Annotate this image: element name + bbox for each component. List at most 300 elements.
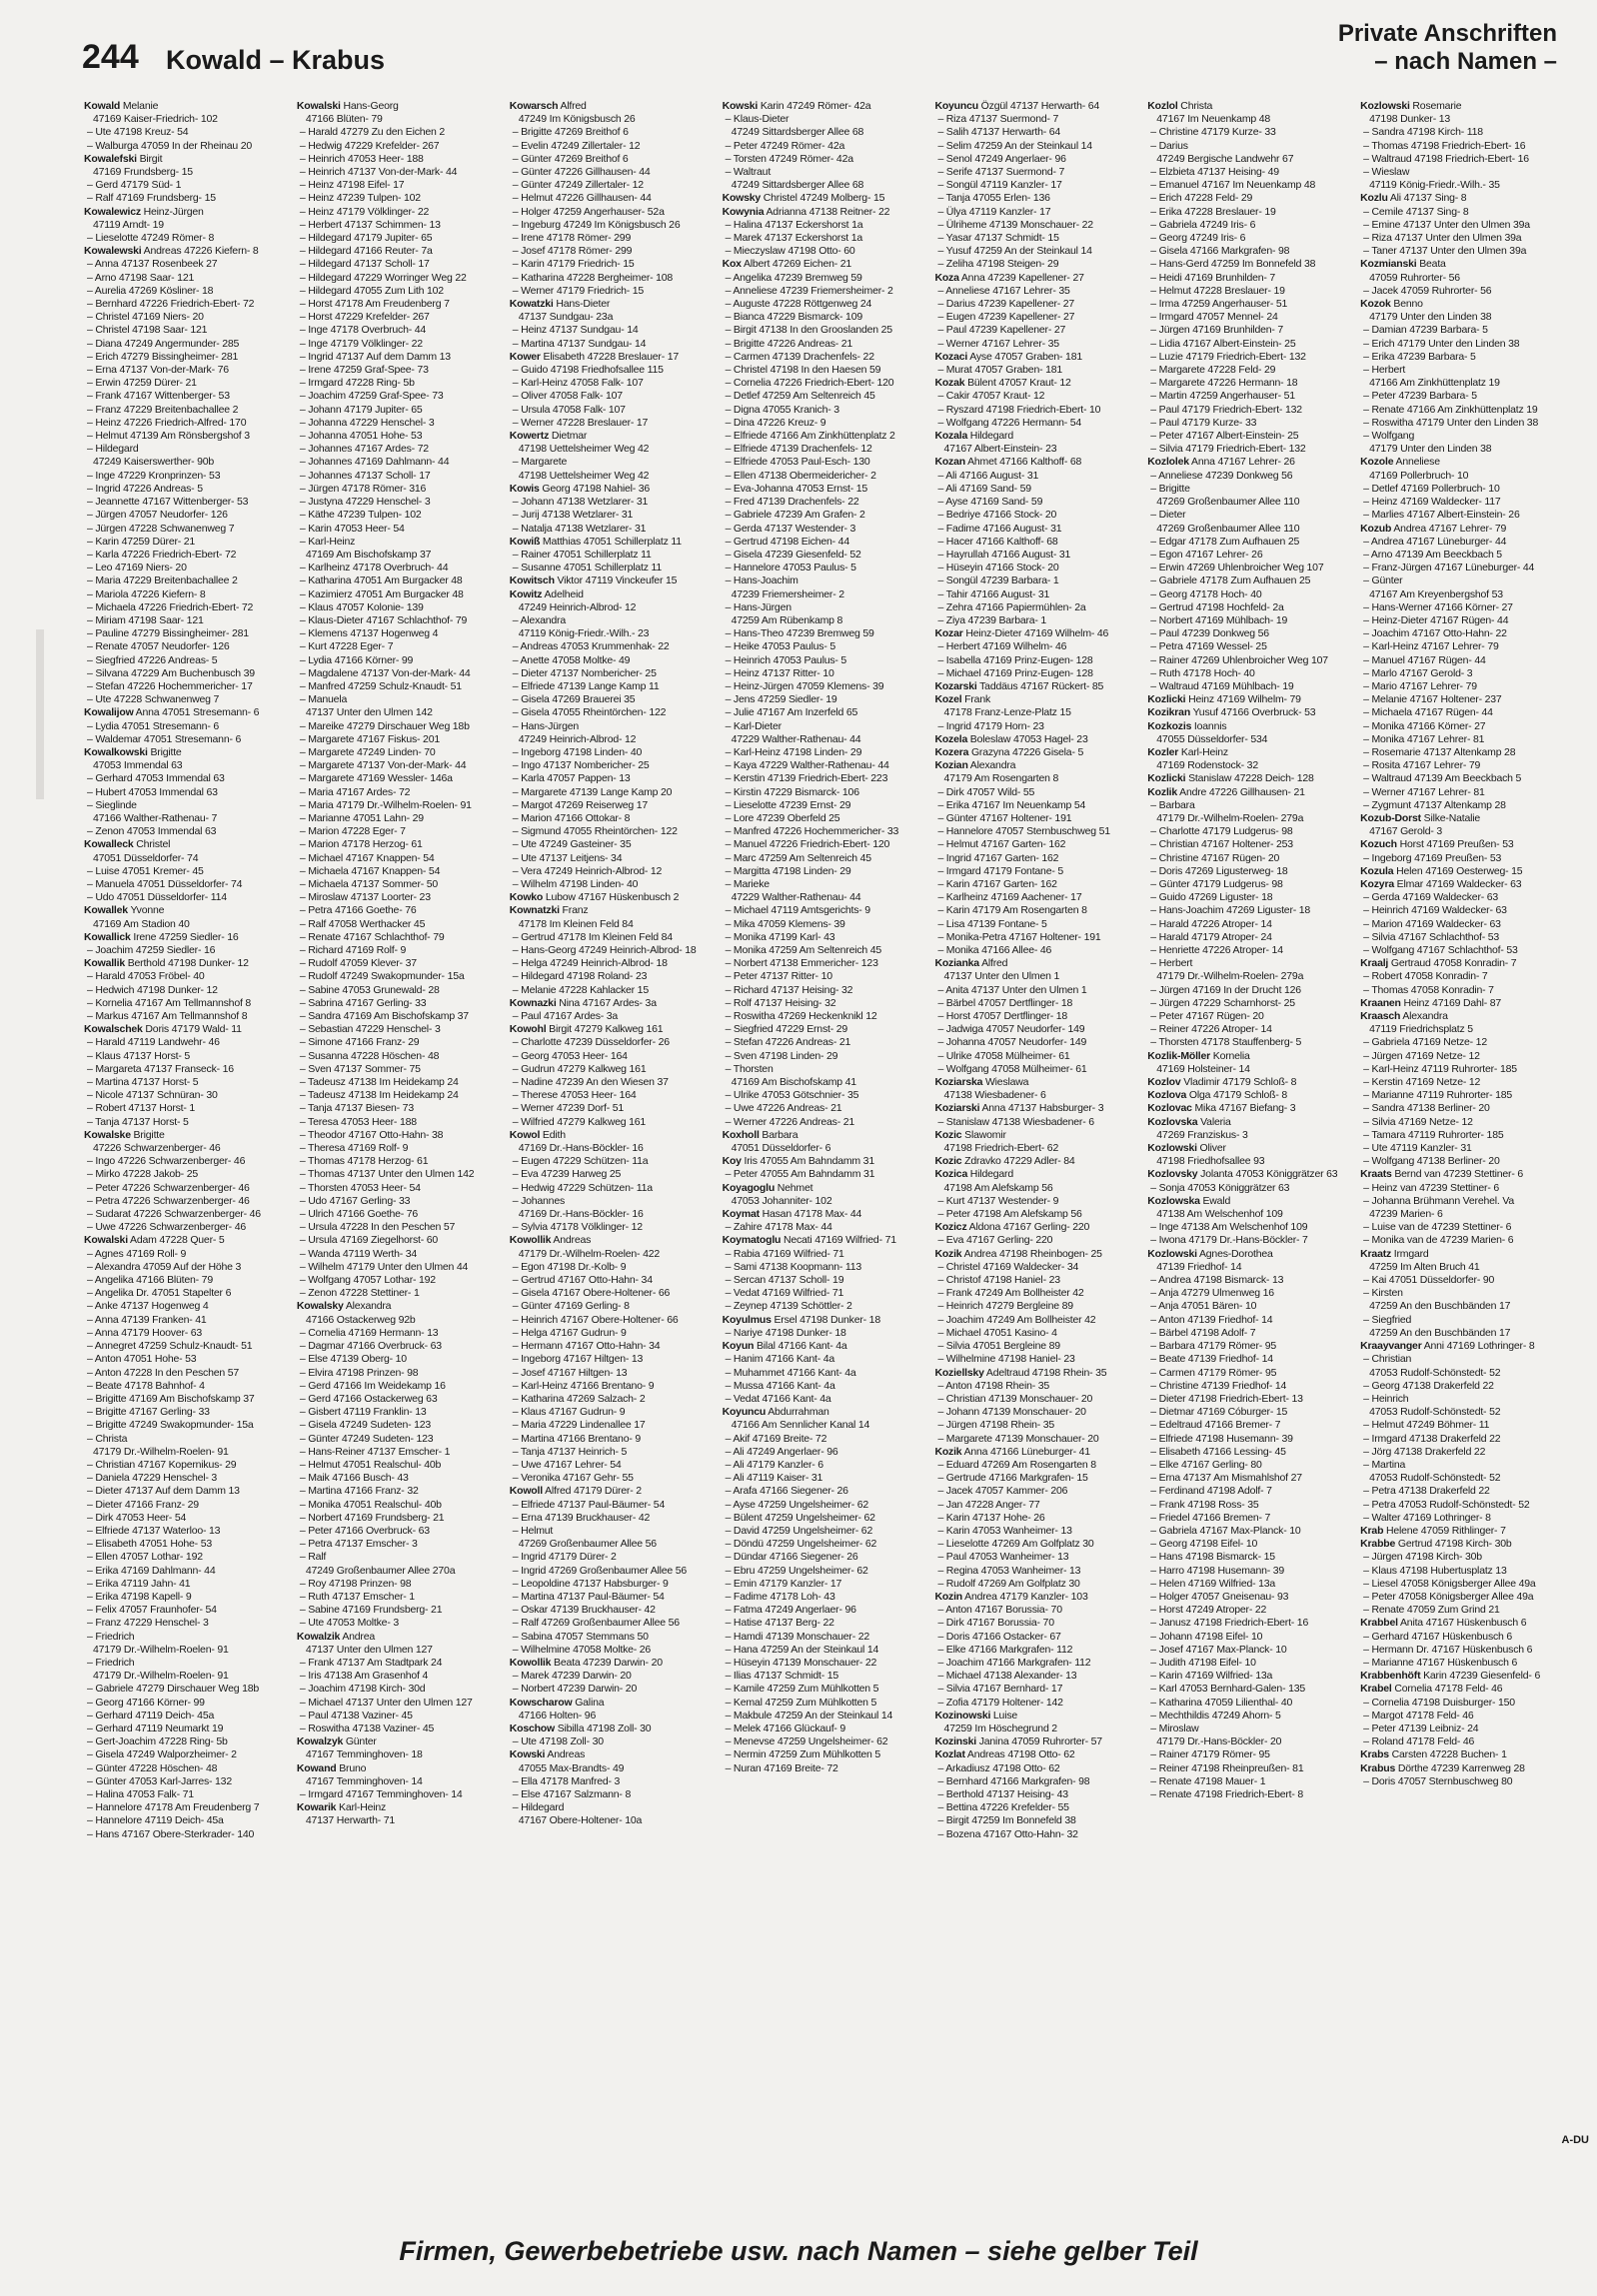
surname: Kozianka <box>934 957 979 970</box>
directory-entry: – Harald 47119 Landwehr- 46 <box>87 1036 220 1049</box>
directory-entry: – Uwe 47226 Schwarzenberger- 46 <box>87 1221 246 1234</box>
directory-entry: – Hedwig 47229 Schützen- 11a <box>512 1181 653 1194</box>
directory-entry: – Ulrike 47058 Mülheimer- 61 <box>937 1049 1070 1062</box>
directory-entry: – Hedwig 47229 Krefelder- 267 <box>299 139 440 152</box>
directory-entry: – Günter <box>1363 574 1403 587</box>
directory-entry: – Jürgen 47229 Scharnhorst- 25 <box>1150 996 1295 1009</box>
directory-entry: – Magdalene 47137 Von-der-Mark- 44 <box>299 666 471 679</box>
directory-entry-address: 47179 Am Rosengarten 8 <box>943 772 1059 785</box>
surname: Kox <box>722 258 742 271</box>
directory-entry: – Gisela 47167 Obere-Holtener- 66 <box>512 1287 671 1300</box>
directory-entry: – Ryszard 47198 Friedrich-Ebert- 10 <box>937 403 1101 416</box>
directory-entry: – Ralf 47169 Frundsberg- 15 <box>87 192 216 205</box>
directory-entry: – Cornelia 47226 Friedrich-Ebert- 120 <box>725 377 894 390</box>
directory-entry: – Martina 47137 Paul-Bäumer- 54 <box>512 1590 665 1603</box>
directory-entry: – Alexandra 47059 Auf der Höhe 3 <box>87 1260 242 1273</box>
directory-entry: – Hannelore 47119 Deich- 45a <box>87 1814 224 1827</box>
directory-entry-surname <box>1147 746 1352 759</box>
directory-entry-surname <box>934 1221 1139 1234</box>
directory-entry-address: 47249 Bergische Landwehr 67 <box>1156 152 1294 165</box>
directory-entry: – Monika van de 47239 Marien- 6 <box>1363 1234 1514 1247</box>
directory-entry: – Ingrid 47226 Andreas- 5 <box>87 482 203 495</box>
directory-entry: – Hubert 47053 Immendal 63 <box>87 785 218 798</box>
directory-entry-address: 47166 Ostackerweg 92b <box>305 1313 416 1326</box>
entry-details: Taddäus 47167 Rückert- 85 <box>976 679 1104 692</box>
directory-entry: – Marion 47169 Waldecker- 63 <box>1363 917 1501 930</box>
directory-entry: – Martina 47137 Sundgau- 14 <box>512 337 647 350</box>
directory-entry-surname <box>934 456 1139 469</box>
surname: Kozlowski <box>1147 1247 1197 1260</box>
directory-entry: – Marianne 47051 Lahn- 29 <box>299 811 424 824</box>
surname: Kowollik <box>509 1656 552 1669</box>
directory-entry-address: 47053 Rudolf-Schönstedt- 52 <box>1369 1366 1501 1379</box>
directory-entry-surname <box>1147 1142 1352 1155</box>
directory-entry: – Cornelia 47169 Hermann- 13 <box>299 1326 439 1339</box>
directory-entry: – Anton 47228 In den Peschen 57 <box>87 1366 240 1379</box>
directory-entry: – Katharina 47269 Salzach- 2 <box>512 1392 646 1405</box>
directory-entry-address: 47169 Am Bischofskamp 37 <box>305 548 432 561</box>
directory-entry-address: 47166 Holten- 96 <box>518 1709 597 1722</box>
surname: Kowertz <box>509 430 550 443</box>
directory-entry: – Herbert 47169 Wilhelm- 46 <box>937 640 1067 653</box>
entry-details: Valeria <box>1197 1115 1231 1128</box>
surname: Kozmianski <box>1360 258 1417 271</box>
entry-details: Bilal 47166 Kant- 4a <box>754 1340 847 1353</box>
directory-entry: – Sylvia 47178 Völklinger- 12 <box>512 1221 643 1234</box>
directory-entry: – Ilias 47137 Schmidt- 15 <box>725 1670 839 1683</box>
directory-entry-address: 47179 Dr.-Wilhelm-Roelen- 91 <box>93 1643 229 1656</box>
directory-entry-address: 47249 Heinrich-Albrod- 12 <box>518 732 637 745</box>
directory-entry: – Marianne 47167 Hüskenbusch 6 <box>1363 1656 1518 1669</box>
directory-entry: – Irmgard 47167 Temminghoven- 14 <box>299 1788 463 1800</box>
directory-entry: – Zofia 47179 Holtener- 142 <box>937 1696 1063 1709</box>
directory-entry-address: 47179 Dr.-Hans-Böckler- 20 <box>1156 1735 1282 1748</box>
entry-details: Adelheid <box>542 587 584 600</box>
directory-entry: – Angelika 47166 Blüten- 79 <box>87 1274 213 1287</box>
directory-entry: – Margarete 47228 Feld- 29 <box>1150 364 1276 377</box>
directory-entry: – Wilhelm 47198 Linden- 40 <box>512 877 639 890</box>
directory-entry: – Gisela 47249 Sudeten- 123 <box>299 1419 432 1432</box>
entry-details: Anni 47169 Lothringer- 8 <box>1421 1340 1535 1353</box>
directory-entry: – Ulrich 47166 Goethe- 76 <box>299 1208 419 1221</box>
directory-entry: – Iris 47138 Am Grasenhof 4 <box>299 1670 429 1683</box>
directory-entry: – Elfriede 47198 Husemann- 39 <box>1150 1432 1293 1445</box>
directory-entry-surname <box>510 1748 715 1761</box>
directory-entry: – Gertrud 47178 Im Kleinen Feld 84 <box>512 930 673 943</box>
surname: Kowynia <box>722 205 765 218</box>
directory-entry: – Rudolf 47249 Swakopmunder- 15a <box>299 970 465 983</box>
directory-entry: – Joachim 47249 Am Bollheister 42 <box>937 1313 1096 1326</box>
entry-details: Ali 47137 Sing- 8 <box>1387 192 1467 205</box>
surname: Kozlova <box>1147 1089 1187 1102</box>
directory-entry: – Ute 47137 Leitjens- 34 <box>512 851 623 864</box>
directory-entry: – Bozena 47167 Otto-Hahn- 32 <box>937 1827 1078 1840</box>
directory-entry: – Andreas 47053 Krummenhak- 22 <box>512 640 670 653</box>
directory-entry: – Else 47167 Salzmann- 8 <box>512 1788 632 1800</box>
directory-entry: – Gerd 47166 Im Weidekamp 16 <box>299 1379 446 1392</box>
surname: Kowko <box>509 891 544 904</box>
directory-entry-surname <box>723 206 927 219</box>
directory-entry: – Katharina 47059 Lilienthal- 40 <box>1150 1696 1293 1709</box>
directory-entry: – Marion 47228 Eger- 7 <box>299 825 406 838</box>
directory-entry: – Helmut <box>512 1524 554 1537</box>
directory-entry-address: 47051 Düsseldorfer- 74 <box>93 851 199 864</box>
directory-entry: – Rabia 47169 Wilfried- 71 <box>725 1247 844 1260</box>
directory-entry: – Nuran 47169 Breite- 72 <box>725 1761 838 1774</box>
entry-details: Hildegard <box>967 430 1013 443</box>
directory-entry: – Werner 47179 Friedrich- 15 <box>512 284 645 297</box>
directory-entry: – Angelika Dr. 47051 Stapelter 6 <box>87 1287 232 1300</box>
directory-entry: – Irene 47259 Graf-Spee- 73 <box>299 364 429 377</box>
directory-entry: – Peter 47198 Am Alefskamp 56 <box>937 1208 1082 1221</box>
directory-entry: – Michaela 47137 Sommer- 50 <box>299 877 439 890</box>
directory-entry: – Jadwiga 47057 Neudorfer- 149 <box>937 1023 1085 1036</box>
directory-entry-surname <box>1360 865 1565 878</box>
directory-entry: – Gabriela 47169 Netze- 12 <box>1363 1036 1487 1049</box>
directory-entry: – Emin 47179 Kanzler- 17 <box>725 1577 842 1590</box>
directory-entry-address: 47119 König-Friedr.-Wilh.- 23 <box>518 627 650 640</box>
entry-details: Irmgard <box>1391 1247 1429 1260</box>
directory-entry-surname <box>510 483 715 496</box>
directory-entry: – Peter 47137 Ritter- 10 <box>725 970 832 983</box>
directory-entry: – Werner 47167 Lehrer- 81 <box>1363 785 1485 798</box>
surname: Koxholl <box>722 1128 760 1141</box>
directory-entry-address: 47169 Rodenstock- 32 <box>1156 759 1258 772</box>
directory-entry: – Ellen 47138 Obermeidericher- 2 <box>725 469 876 482</box>
directory-entry: – Michaela 47167 Knappen- 54 <box>299 864 441 877</box>
directory-entry: – Christian <box>1363 1353 1412 1366</box>
directory-entry: – Birgit 47259 Im Bonnefeld 38 <box>937 1814 1076 1827</box>
directory-entry: – Peter 47166 Overbruck- 63 <box>299 1524 430 1537</box>
directory-entry-address: 47179 Unter den Linden 38 <box>1369 443 1492 456</box>
surname: Kowski <box>509 1748 546 1761</box>
directory-entry: – Nariye 47198 Dunker- 18 <box>725 1326 846 1339</box>
directory-entry: – Andrea 47167 Lüneburger- 44 <box>1363 535 1507 548</box>
directory-entry: – Diana 47249 Angermunder- 285 <box>87 337 240 350</box>
directory-entry: – Günter 47228 Höschen- 48 <box>87 1761 218 1774</box>
entry-details: Doris 47179 Wald- 11 <box>142 1023 242 1036</box>
directory-entry: – Jürgen 47198 Rhein- 35 <box>937 1419 1055 1432</box>
surname: Kozula <box>1360 864 1394 877</box>
directory-entry: – Eva-Johanna 47053 Ernst- 15 <box>725 482 868 495</box>
directory-entry: – Inge 47138 Am Welschenhof 109 <box>1150 1221 1308 1234</box>
directory-entry: – Silvia 47051 Bergleine 89 <box>937 1340 1060 1353</box>
directory-entry: – Hannelore 47178 Am Freudenberg 7 <box>87 1801 260 1814</box>
directory-entry: – Brigitte <box>1150 482 1190 495</box>
surname: Krabbenhöft <box>1360 1670 1421 1683</box>
directory-entry: – Karl-Heinz 47198 Linden- 29 <box>725 745 862 758</box>
entry-details: Yusuf 47166 Overbruck- 53 <box>1190 706 1316 719</box>
directory-entry: – Zehra 47166 Papiermühlen- 2a <box>937 600 1086 613</box>
directory-entry: – Luise 47051 Kremer- 45 <box>87 864 204 877</box>
directory-entry: – Friedrich <box>87 1656 135 1669</box>
directory-entry: – Brigitte 47167 Gerling- 33 <box>87 1406 210 1419</box>
directory-entry-address: 47178 Franz-Lenze-Platz 15 <box>943 706 1071 719</box>
directory-entry: – Christel 47198 Saar- 121 <box>87 324 208 337</box>
directory-entry: – Manfred 47226 Hochemmericher- 33 <box>725 825 899 838</box>
directory-entry-address: 47059 Ruhrorter- 56 <box>1369 271 1460 284</box>
entry-details: Anita 47167 Hüskenbusch 6 <box>1397 1617 1527 1630</box>
directory-entry: – Erich 47179 Unter den Linden 38 <box>1363 337 1520 350</box>
directory-entry: – Roland 47178 Feld- 46 <box>1363 1735 1475 1748</box>
directory-entry-surname <box>1147 100 1352 113</box>
directory-entry-address: 47166 Am Sennlicher Kanal 14 <box>731 1419 870 1432</box>
directory-entry: – Josef 47167 Max-Planck- 10 <box>1150 1643 1287 1656</box>
directory-entry: – Wilhelmine 47198 Haniel- 23 <box>937 1353 1075 1366</box>
directory-entry: – Ingo 47137 Nombericher- 25 <box>512 759 650 772</box>
directory-entry-address: 47179 Dr.-Wilhelm-Roelen- 91 <box>93 1670 229 1683</box>
directory-entry: – Frank 47198 Ross- 35 <box>1150 1498 1259 1511</box>
directory-entry: – Jurij 47138 Wetzlarer- 31 <box>512 509 634 522</box>
directory-entry-surname <box>1147 1076 1352 1089</box>
entry-details: Alfred <box>978 957 1008 970</box>
surname: Kowis <box>509 482 540 495</box>
directory-entry-address: 47229 Walther-Rathenau- 44 <box>731 891 861 904</box>
directory-entry: – Heinz 47137 Ritter- 10 <box>725 666 834 679</box>
directory-entry: – Heinrich 47137 Von-der-Mark- 44 <box>299 166 458 179</box>
directory-entry-surname <box>1147 1195 1352 1208</box>
directory-entry: – Ayse 47169 Sand- 59 <box>937 496 1043 509</box>
directory-entry-surname <box>934 1748 1139 1761</box>
entry-details: Lubow 47167 Hüskenbusch 2 <box>543 891 680 904</box>
directory-entry: – Wolfgang 47138 Berliner- 20 <box>1363 1155 1500 1168</box>
directory-column-7 <box>1360 100 1565 2193</box>
entry-details: Bernd van 47239 Stettiner- 6 <box>1391 1168 1524 1181</box>
directory-entry: – Heike 47053 Paulus- 5 <box>725 640 835 653</box>
directory-entry-surname <box>510 891 715 904</box>
surname: Koy <box>722 1155 742 1168</box>
directory-entry: – Norbert 47138 Emmericher- 123 <box>725 957 878 970</box>
surname: Kraayvanger <box>1360 1340 1422 1353</box>
directory-entry: – Sandra 47198 Kirch- 118 <box>1363 126 1483 139</box>
entry-details: Anna 47167 Lehrer- 26 <box>1188 456 1295 469</box>
directory-entry: – Gerhard 47119 Deich- 45a <box>87 1709 215 1722</box>
directory-entry: – Friedel 47166 Bremen- 7 <box>1150 1511 1271 1524</box>
directory-entry: – Melanie 47228 Kahlacker 15 <box>512 983 649 996</box>
entry-details: Andrea 47198 Rheinbogen- 25 <box>961 1247 1102 1260</box>
directory-entry: – Reiner 47226 Atroper- 14 <box>1150 1023 1272 1036</box>
directory-entry: – Peter 47058 Königsberger Allee 49a <box>1363 1590 1534 1603</box>
directory-entry: – Annegret 47259 Schulz-Knaudt- 51 <box>87 1340 253 1353</box>
directory-entry: – Hans-Jürgen <box>512 719 579 732</box>
directory-entry: – Edgar 47178 Zum Aufhauen 25 <box>1150 535 1300 548</box>
directory-entry: – Richard 47137 Heising- 32 <box>725 983 853 996</box>
entry-details: Barbara <box>759 1128 798 1141</box>
directory-entry: – Sven 47198 Linden- 29 <box>725 1049 838 1062</box>
entry-details: Adrianna 47138 Reitner- 22 <box>764 205 890 218</box>
directory-entry-surname <box>1147 1116 1352 1129</box>
directory-entry: – Dieter <box>1150 509 1186 522</box>
directory-entry: – Dieter 47166 Franz- 29 <box>87 1498 199 1511</box>
directory-entry: – Monika 47199 Karl- 43 <box>725 930 835 943</box>
entry-details: Brigitte <box>130 1128 165 1141</box>
directory-entry: – Rainer 47051 Schillerplatz 11 <box>512 548 652 561</box>
directory-entry: – Natalja 47138 Wetzlarer- 31 <box>512 522 647 535</box>
directory-entry: – Tanja 47137 Biesen- 73 <box>299 1102 414 1115</box>
directory-entry-address: 47198 Uettelsheimer Weg 42 <box>518 469 650 482</box>
directory-entry-surname <box>510 1657 715 1670</box>
directory-entry-surname <box>934 1591 1139 1604</box>
entry-details: Slawomir <box>961 1128 1006 1141</box>
directory-entry: – Jörg 47138 Drakerfeld 22 <box>1363 1445 1486 1458</box>
directory-entry: – Ayse 47259 Ungelsheimer- 62 <box>725 1498 869 1511</box>
entry-details: Anna 47166 Lüneburger- 41 <box>961 1445 1090 1458</box>
directory-entry: – Monika 47167 Lehrer- 81 <box>1363 732 1485 745</box>
directory-entry: – Hans-Georg 47249 Heinrich-Albrod- 18 <box>512 944 697 956</box>
directory-entry-surname <box>1360 258 1565 271</box>
directory-entry: – Heinz 47137 Sundgau- 14 <box>512 324 639 337</box>
directory-entry: – Erika 47239 Barbara- 5 <box>1363 350 1476 363</box>
surname: Koyuncu <box>722 1406 767 1419</box>
directory-entry-address: 47167 Im Neuenkamp 48 <box>1156 113 1271 126</box>
directory-entry: – Markus 47167 Am Tellmannshof 8 <box>87 1010 248 1023</box>
directory-entry: – Uwe 47167 Lehrer- 54 <box>512 1458 622 1471</box>
directory-entry: – Christian 47139 Monschauer- 20 <box>937 1392 1093 1405</box>
directory-entry-surname <box>934 1129 1139 1142</box>
directory-entry-address: 47138 Am Welschenhof 109 <box>1156 1208 1283 1221</box>
directory-entry: – Kaya 47229 Walther-Rathenau- 44 <box>725 759 889 772</box>
directory-entry: – Thorsten 47178 Stauffenberg- 5 <box>1150 1036 1302 1049</box>
entry-details: Elmar 47169 Waldecker- 63 <box>1393 877 1522 890</box>
directory-entry: – Anette 47058 Moltke- 49 <box>512 653 631 666</box>
directory-entry-surname <box>84 1234 289 1247</box>
directory-entry: – Jens 47259 Siedler- 19 <box>725 693 837 706</box>
directory-entry: – Udo 47051 Düsseldorfer- 114 <box>87 891 227 904</box>
directory-entry: – Elfriede 47053 Paul-Esch- 130 <box>725 456 870 469</box>
directory-entry: – Birgit 47138 In den Grooslanden 25 <box>725 324 892 337</box>
directory-entry-surname <box>84 957 289 970</box>
directory-entry-surname <box>723 192 927 205</box>
directory-entry: – Luzie 47179 Friedrich-Ebert- 132 <box>1150 350 1306 363</box>
directory-entry: – Halina 47137 Eckershorst 1a <box>725 218 863 231</box>
directory-entry: – Henriette 47226 Atroper- 14 <box>1150 944 1283 956</box>
directory-entry: – Thorsten <box>725 1062 774 1075</box>
surname: Kozik <box>934 1247 962 1260</box>
directory-entry: – Udo 47167 Gerling- 33 <box>299 1194 411 1207</box>
directory-entry: – Johannes 47167 Ardes- 72 <box>299 443 429 456</box>
entry-details: Hans-Georg <box>340 100 399 112</box>
entry-details: Heinz 47169 Wilhelm- 79 <box>1185 693 1301 706</box>
directory-entry-surname <box>934 627 1139 640</box>
directory-entry: – Christian 47167 Kopernikus- 29 <box>87 1458 237 1471</box>
entry-details: Helene 47059 Rithlinger- 7 <box>1383 1524 1506 1537</box>
entry-details: Agnes-Dorothea <box>1196 1247 1273 1260</box>
directory-entry-address: 47137 Unter den Ulmen 142 <box>305 706 433 719</box>
directory-entry: – Petra 47226 Schwarzenberger- 46 <box>87 1194 250 1207</box>
directory-entry-surname <box>934 1102 1139 1115</box>
directory-entry: – Georg 47166 Körner- 99 <box>87 1696 205 1709</box>
directory-entry-address: 47269 Franziskus- 3 <box>1156 1128 1248 1141</box>
directory-entry-surname <box>510 536 715 549</box>
directory-entry: – Felix 47057 Fraunhofer- 54 <box>87 1604 217 1617</box>
surname: Kozkozis <box>1147 719 1192 732</box>
directory-entry: – Wolfgang 47167 Schlachthof- 53 <box>1363 944 1518 956</box>
directory-entry: – Harald 47053 Fröbel- 40 <box>87 970 205 983</box>
directory-column-6 <box>1147 100 1352 2193</box>
directory-entry: – Yasar 47137 Schmidt- 15 <box>937 232 1059 245</box>
directory-entry: – Gisbert 47119 Franklin- 13 <box>299 1406 427 1419</box>
page-footer: Firmen, Gewerbebetriebe usw. nach Namen – siehe gelber Teil <box>399 2236 1198 2266</box>
directory-entry: – Selim 47259 An der Steinkaul 14 <box>937 139 1092 152</box>
surname: Kozuch <box>1360 838 1397 851</box>
directory-entry-surname <box>510 1023 715 1036</box>
entry-details: Andreas <box>551 1234 592 1247</box>
directory-entry: – Werner 47228 Breslauer- 17 <box>512 416 649 429</box>
directory-entry-address: 47166 Am Zinkhüttenplatz 19 <box>1369 377 1500 390</box>
directory-entry: – Lydia 47051 Stresemann- 6 <box>87 719 219 732</box>
directory-entry: – Gerhard 47053 Immendal 63 <box>87 772 225 785</box>
entry-details: Özgül 47137 Herwarth- 64 <box>977 100 1100 112</box>
directory-entry: – Ellen 47057 Lothar- 192 <box>87 1551 203 1564</box>
directory-entry: – Heinz 47179 Völklinger- 22 <box>299 205 430 218</box>
directory-entry: – Reiner 47198 Rheinpreußen- 81 <box>1150 1761 1304 1774</box>
entry-details: Georg 47198 Nahiel- 36 <box>539 482 651 495</box>
directory-entry: – Anneliese 47239 Friemersheimer- 2 <box>725 284 893 297</box>
directory-entry: – Zahire 47178 Max- 44 <box>725 1221 832 1234</box>
entry-details: Janina 47059 Ruhrorter- 57 <box>976 1735 1102 1748</box>
directory-entry: – Hatise 47137 Berg- 22 <box>725 1617 834 1630</box>
directory-entry: – Jürgen 47178 Römer- 316 <box>299 482 427 495</box>
directory-entry-address: 47226 Schwarzenberger- 46 <box>93 1142 221 1155</box>
directory-entry: – Renate 47059 Zum Grind 21 <box>1363 1604 1500 1617</box>
directory-entry: – Anna 47137 Rosenbeek 27 <box>87 258 218 271</box>
directory-entry: – Doris 47057 Sternbuschweg 80 <box>1363 1774 1513 1787</box>
directory-entry: – Peter 47239 Barbara- 5 <box>1363 390 1477 403</box>
directory-column-1 <box>84 100 289 2193</box>
surname: Kozinski <box>934 1735 977 1748</box>
directory-entry-surname <box>1360 957 1565 970</box>
directory-entry-surname <box>723 1208 927 1221</box>
directory-entry-surname <box>510 904 715 917</box>
directory-entry: – Herbert <box>1150 957 1193 970</box>
directory-entry: – Marion 47166 Ottokar- 8 <box>512 811 631 824</box>
directory-entry-surname <box>1147 1102 1352 1115</box>
directory-entry-surname <box>1360 1538 1565 1551</box>
directory-entry: – Hildegard 47229 Worringer Weg 22 <box>299 271 467 284</box>
directory-entry: – Helmut 47228 Breslauer- 19 <box>1150 284 1285 297</box>
directory-entry-address: 47198 Am Alefskamp 56 <box>943 1181 1053 1194</box>
directory-entry: – Rosita 47167 Lehrer- 79 <box>1363 759 1481 772</box>
directory-entry-address: 47169 Am Bischofskamp 41 <box>731 1076 856 1089</box>
entry-details: Nina 47167 Ardes- 3a <box>556 996 657 1009</box>
entry-details: Birgit <box>136 152 163 165</box>
directory-entry: – Fatma 47249 Angerlaer- 96 <box>725 1604 856 1617</box>
directory-entry: – Karin 47259 Dürer- 21 <box>87 535 196 548</box>
directory-entry: – Elke 47167 Gerling- 80 <box>1150 1458 1262 1471</box>
directory-entry: – Aurelia 47269 Kösliner- 18 <box>87 284 214 297</box>
directory-entry-surname <box>297 1300 502 1313</box>
directory-entry: – Katharina 47228 Bergheimer- 108 <box>512 271 674 284</box>
directory-entry: – Karl 47053 Bernhard-Galen- 135 <box>1150 1683 1306 1696</box>
directory-entry: – Cornelia 47198 Duisburger- 150 <box>1363 1696 1515 1709</box>
directory-entry: – Marieke <box>725 877 770 890</box>
directory-entry: – Ülriheme 47139 Monschauer- 22 <box>937 218 1093 231</box>
directory-entry: – Cakir 47057 Kraut- 12 <box>937 390 1045 403</box>
entry-details: Elisabeth 47228 Breslauer- 17 <box>540 350 679 363</box>
directory-entry: – Renate 47167 Schlachthof- 79 <box>299 930 445 943</box>
directory-entry: – Paul 47053 Wanheimer- 13 <box>937 1551 1069 1564</box>
directory-entry: – Oliver 47058 Falk- 107 <box>512 390 623 403</box>
directory-entry: – Ute 47228 Schwanenweg 7 <box>87 693 220 706</box>
directory-entry: – Manfred 47259 Schulz-Knaudt- 51 <box>299 679 462 692</box>
directory-entry: – Käthe 47239 Tulpen- 102 <box>299 509 422 522</box>
directory-entry: – Elfriede 47139 Lange Kamp 11 <box>512 679 660 692</box>
surname: Kraalj <box>1360 957 1389 970</box>
directory-column-5 <box>934 100 1139 2193</box>
section-title <box>1338 20 1557 76</box>
directory-entry: – Charlotte 47179 Ludgerus- 98 <box>1150 825 1293 838</box>
directory-entry-address: 47055 Max-Brandts- 49 <box>518 1761 625 1774</box>
